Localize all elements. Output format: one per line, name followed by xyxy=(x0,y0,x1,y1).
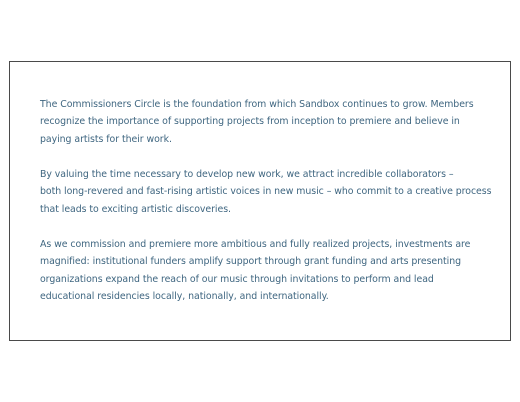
paragraph-line: recognize the importance of supporting projects from inception to premiere and believe in xyxy=(40,116,460,128)
paragraph-line: magnified: institutional funders amplify support through grant funding and arts presenting xyxy=(40,256,462,268)
paragraph-line: paying artists for their work. xyxy=(40,133,172,145)
paragraph-collaborators xyxy=(40,166,500,218)
paragraph-investments xyxy=(40,236,500,306)
paragraph-line: The Commissioners Circle is the foundation from which Sandbox continues to grow. Members xyxy=(40,99,474,110)
paragraph-commissioners-circle xyxy=(40,96,500,148)
paragraph-line: both long-revered and fast-rising artistic voices in new music – who commit to a creative process xyxy=(40,186,492,198)
paragraph-line: organizations expand the reach of our music through invitations to perform and lead xyxy=(40,273,434,285)
paragraph-line: that leads to exciting artistic discoveries. xyxy=(40,203,231,215)
paragraph-line: As we commission and premiere more ambitious and fully realized projects, investments are xyxy=(40,239,471,250)
paragraph-line: educational residencies locally, nationally, and internationally. xyxy=(40,291,329,303)
paragraph-line: By valuing the time necessary to develop new work, we attract incredible collaborators – xyxy=(40,169,454,180)
